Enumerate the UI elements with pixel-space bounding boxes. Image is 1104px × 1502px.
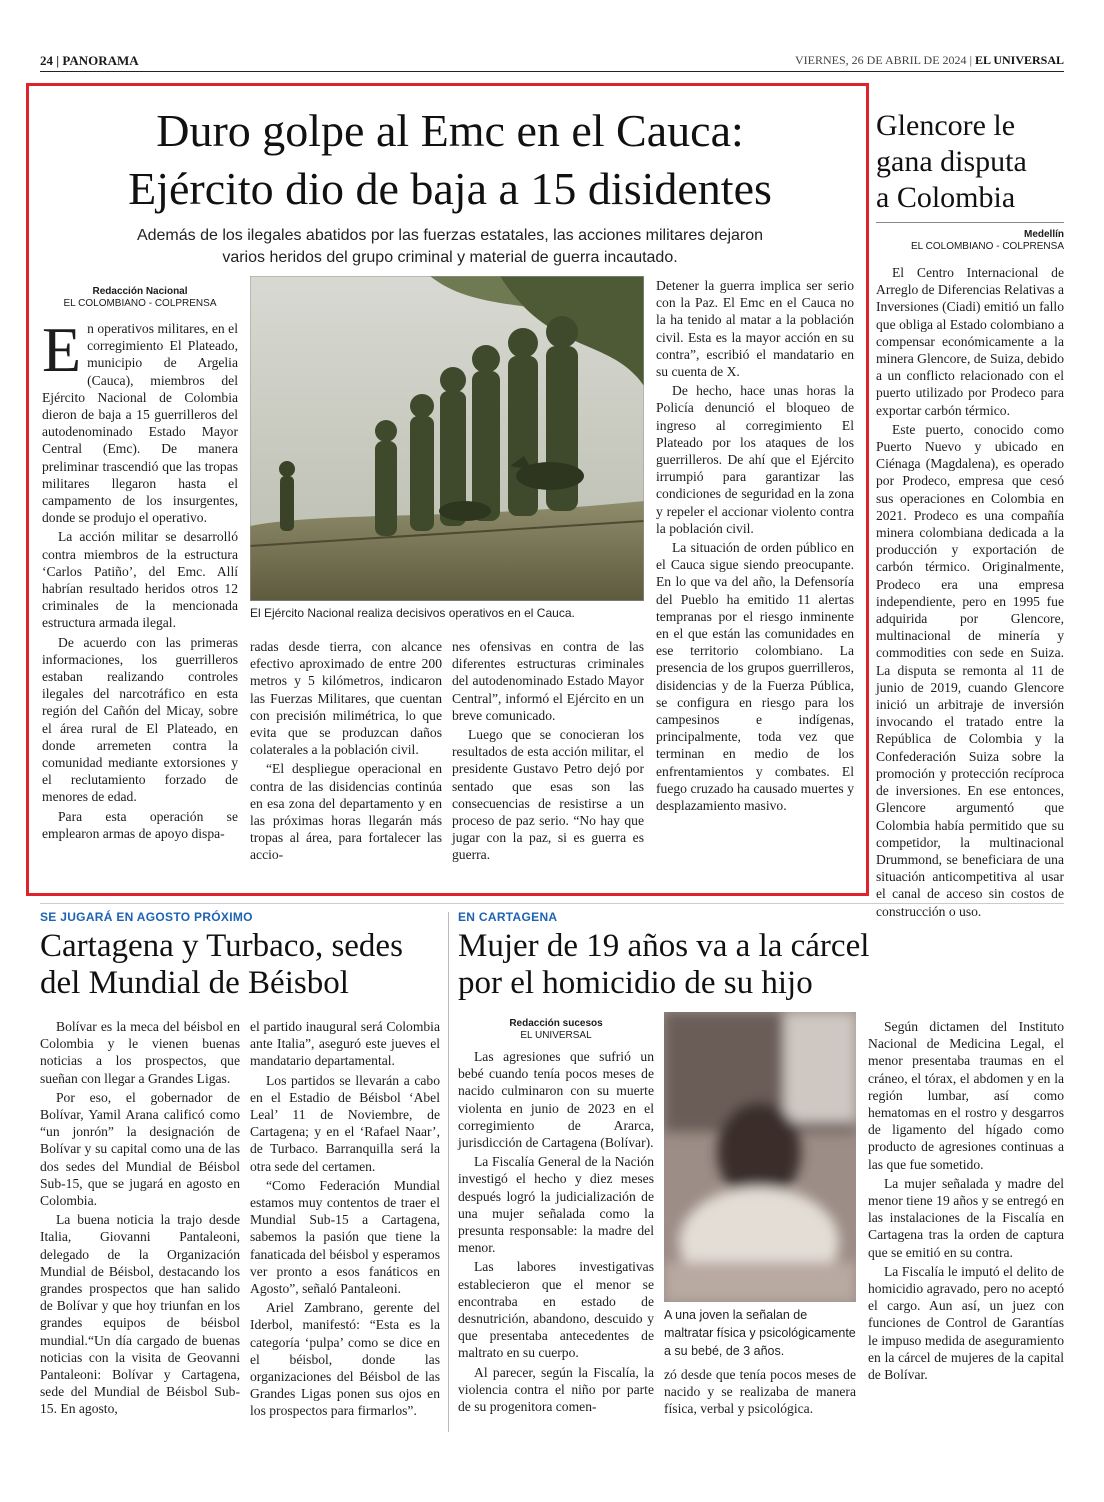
crime-kicker: EN CARTAGENA xyxy=(458,910,558,924)
side-rule xyxy=(876,222,1064,223)
date-masthead: VIERNES, 26 DE ABRIL DE 2024 | EL UNIVERSAL xyxy=(795,53,1064,67)
baseball-kicker: SE JUGARÁ EN AGOSTO PRÓXIMO xyxy=(40,910,253,924)
lead-headline: Duro golpe al Emc en el Cauca: Ejército dio de baja a 15 disidentes xyxy=(128,105,772,214)
side-body: El Centro Internacional de Arreglo de Diferencias Relativas a Inversiones (Ciadi) emitió un fallo que obliga al Estado colombiano a compensar económicamente a la minera Glencore, de Suiza, debido a un conflicto relacionado con el puerto utilizado por Prodeco para exportar carbón térmico. Este puerto, conocido como Puerto Nuevo y ubicado en Ciénaga (Magdalena), es operado por Prodeco, empresa que cesó sus operaciones en Colombia en 2021. Prodeco es una compañía minera colombiana dedicada a la producción y exportación de carbón térmico. Originalmente, Prodeco era una empresa independiente, pero en 1995 fue adquirida por Glencore, multinacional de minería y commodities con sede en Suiza. La disputa se remonta al 11 de junio de 2019, cuando Glencore inició un arbitraje de inversión invocando el tratado entre la República de Colombia y la Confederación Suiza sobre la promoción y protección recíproca de inversiones. En ese entonces, Glencore argumentó que Colombia había permitido que su competidor, la multinacional Drummond, se beneficiara de una situación anticompetitiva al usar el canal de acceso sin costos de construcción o uso. xyxy=(876,265,1065,919)
column-divider xyxy=(448,912,449,1432)
lead-column-2: radas desde tierra, con alcance efectivo aproximado de entre 200 metros y 5 kilómetros, indicaron las Fuerzas Militares, que cuentan con precisión milimétrica, lo que evita que se produzcan daños colaterales a la población civil. “El despliegue operacional en contra de las disidencias continúa en esa zona del departamento y en las próximas horas llegarán más tropas al área, para fortalecer las accio- xyxy=(250,639,442,863)
issue-date: VIERNES, 26 DE ABRIL DE 2024 xyxy=(795,53,967,67)
lead-byline: Redacción Nacional EL COLOMBIANO - COLPRENSA xyxy=(63,286,217,309)
crime-headline: Mujer de 19 años va a la cárcel por el homicidio de su hijo xyxy=(458,928,870,1001)
drop-cap: E xyxy=(42,314,82,385)
crime-byline: Redacción sucesos EL UNIVERSAL xyxy=(509,1018,603,1041)
soldiers-photo xyxy=(250,276,644,601)
lead-column-1: E n operativos militares, en el corregimiento El Plateado, municipio de Argelia (Cauca), miembros del Ejército Nacional de Colombia dieron de baja a 15 guerrilleros del autodenominado Estado Mayor Central (Emc). De manera preliminar trascendió que las tropas militares llegaron hasta el campamento de los insurgentes, donde se produjo el operativo. La acción militar se desarrolló contra miembros de la estructura ‘Carlos Patiño’, del Emc. Allí habrían resultado heridos otros 12 criminales de la mencionada estructura armada ilegal. De acuerdo con las primeras informaciones, los guerrilleros estaban realizando controles ilegales del narcotráfico en esta región del Cañón del Micay, sobre el área rural de El Plateado, en donde arremeten contra la comunidad mediante extorsiones y el reclutamiento forzado de menores de edad. Para esta operación se emplearon armas de apoyo dispa- xyxy=(42,314,238,841)
baseball-headline: Cartagena y Turbaco, sedes del Mundial de Béisbol xyxy=(40,928,403,1001)
lead-column-3: nes ofensivas en contra de las diferentes estructuras criminales del autodenominado Estado Mayor Central”, informó el Ejército en un breve comunicado. Luego que se conocieran los resultados de esta acción militar, el presidente Gustavo Petro dejó por sentado que esas son las consecuencias de resistirse a un proceso de paz serio. “No hay que jugar con la paz, si es guerra es guerra. xyxy=(452,639,644,863)
page-section-header: 24 | PANORAMA xyxy=(40,53,139,68)
lead-photo-caption: El Ejército Nacional realiza decisivos operativos en el Cauca. xyxy=(250,606,575,620)
crime-photo-caption: A una joven la señalan de maltratar física y psicológicamente a su bebé, de 3 años. xyxy=(664,1308,856,1358)
crime-column-1: Las agresiones que sufrió un bebé cuando tenía pocos meses de nacido culminaron con su muerte violenta en junio de 2023 en el corregimiento de Ararca, jurisdicción de Cartagena (Bolívar). La Fiscalía General de la Nación investigó el hecho y diez meses después logró la judicialización de una mujer señalada como la presunta responsable: la madre del menor. Las labores investigativas establecieron que el menor se encontraba en estado de desnutrición, abandono, descuido y que presentaba antecedentes de maltrato en su cuerpo. Al parecer, según la Fiscalía, la violencia contra el niño por parte de su progenitora comen- xyxy=(458,1049,654,1415)
page-number: 24 xyxy=(40,53,53,68)
baseball-column-2: el partido inaugural será Colombia ante Italia”, aseguró este jueves el mandatario departamental. Los partidos se llevarán a cabo en el Estadio de Béisbol ‘Abel Leal’ 11 de Noviembre, de Cartagena; y en el ‘Rafael Naar’, de Turbaco. Barranquilla será la otra sede del certamen. “Como Federación Mundial estamos muy contentos de traer el Mundial Sub-15 a Cartagena, sabemos la pasión que tiene la fanaticada del béisbol y esperamos ver pronto a esos fanáticos en Agosto”, señaló Pantaleoni. Ariel Zambrano, gerente del Iderbol, manifestó: “Esta es la categoría ‘pulpa’ como se dice en el béisbol, donde las organizaciones del Béisbol de las Grandes Ligas ponen sus ojos en los prospectos para firmarlos”. xyxy=(250,1019,440,1419)
lead-deck: Además de los ilegales abatidos por las fuerzas estatales, las acciones militares dejaron varios heridos del grupo criminal y material de guerra incautado. xyxy=(136,227,764,266)
side-headline: Glencore le gana disputa a Colombia xyxy=(876,109,1027,214)
crime-column-2: zó desde que tenía pocos meses de nacido y se realizaba de manera física, verbal y psicológica. xyxy=(664,1367,856,1417)
section-divider xyxy=(40,903,1064,904)
lead-column-4: Detener la guerra implica ser serio con la Paz. El Emc en el Cauca no la ha tenido al matar a la población civil. Esta es la mayor acción en su contra”, escribió el mandatario en su cuenta de X. De hecho, hace unas horas la Policía denunció el bloqueo de ingreso al corregimiento El Plateado por los ataques de los guerrilleros. De ahí que el Ejército irrumpió para garantizar las condiciones de seguridad en la zona y repeler el accionar violento contra la población civil. La situación de orden público en el Cauca sigue siendo preocupante. En lo que va del año, la Defensoría del Pueblo ha emitido 11 alertas tempranas por el riesgo inminente en el que están las comunidades en ese territorio colombiano. La presencia de los grupos guerrilleros, disidencias y de la Fuerza Pública, se configura en riesgo para los campesinos e indígenas, principalmente, toda vez que terminan en medio de los enfrentamientos y combates. El fuego cruzado ha causado muertes y desplazamiento masivo. xyxy=(656,278,854,814)
blurred-suspect-photo xyxy=(664,1012,856,1302)
section-name: PANORAMA xyxy=(62,53,139,68)
newspaper-name: EL UNIVERSAL xyxy=(974,53,1064,67)
side-byline: Medellín EL COLOMBIANO - COLPRENSA xyxy=(911,229,1064,252)
header-rule xyxy=(40,71,1064,72)
baseball-column-1: Bolívar es la meca del béisbol en Colombia y le vienen buenas noticias a los prospectos, que sueñan con llegar a Grandes Ligas. Por eso, el gobernador de Bolívar, Yamil Arana calificó como “un jonrón” la designación de Bolívar y su capital como una de las dos sedes del Mundial de Béisbol Sub-15, que se jugará en agosto en Colombia. La buena noticia la trajo desde Italia, Giovanni Pantaleoni, delegado de la Organización Mundial de Béisbol, destacando los grandes prospectos que han salido de Bolívar y que hoy triunfan en los grandes equipos de béisbol mundial.“Un día cargado de buenas noticias con la visita de Geovanni Pantaleoni: Bolívar y Cartagena, sede del Mundial de Béisbol Sub-15. En agosto, xyxy=(40,1019,240,1417)
crime-column-3: Según dictamen del Instituto Nacional de Medicina Legal, el menor presentaba traumas en el cráneo, el tórax, el abdomen y en la región lumbar, así como hematomas en el rostro y desgarros de ligamento del hígado como producto de agresiones continuas a las que fue sometido. La mujer señalada y madre del menor tiene 19 años y se entregó en las instalaciones de la Fiscalía en Cartagena tras la orden de captura que se emitió en su contra. La Fiscalía le imputó el delito de homicidio agravado, pero no aceptó el cargo. Aun así, un juez con funciones de Control de Garantías le impuso medida de aseguramiento en la cárcel de mujeres de la capital de Bolívar. xyxy=(868,1019,1064,1383)
